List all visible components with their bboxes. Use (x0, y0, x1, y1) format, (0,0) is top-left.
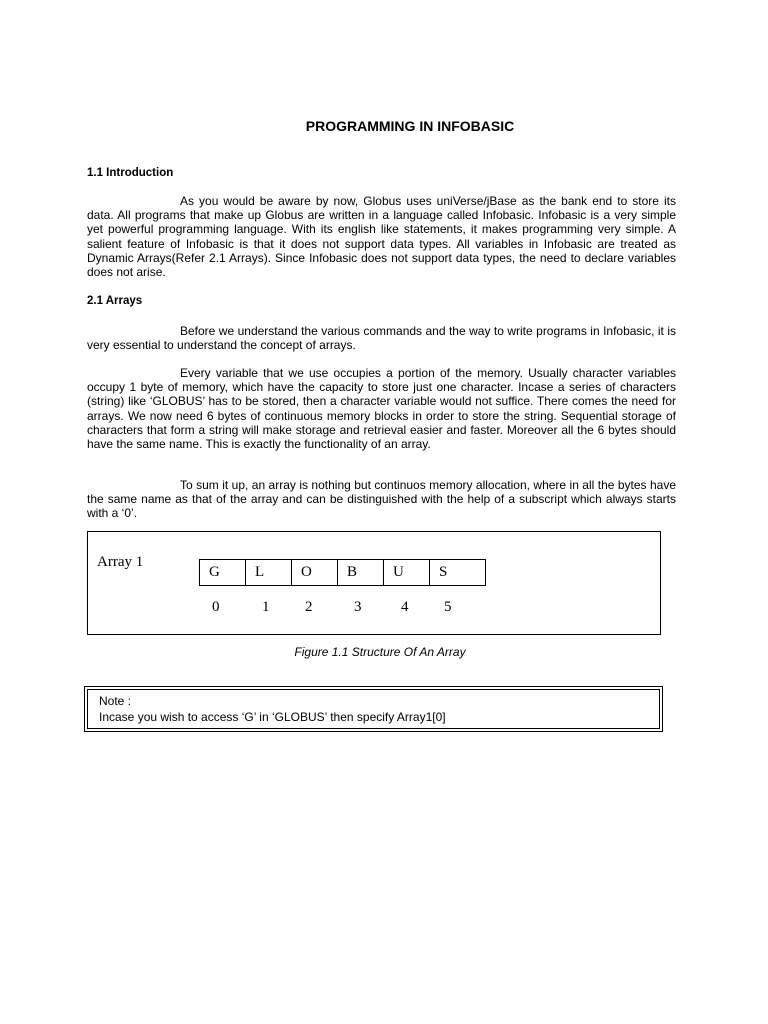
array-index: 2 (305, 599, 313, 615)
array-cell: U (384, 560, 430, 585)
array-index: 0 (212, 599, 220, 615)
section-heading-introduction: 1.1 Introduction (87, 167, 174, 179)
array-index: 3 (354, 599, 362, 615)
array-cell: G (200, 560, 246, 585)
array-label: Array 1 (97, 554, 144, 570)
note-box (84, 686, 663, 732)
arrays-paragraph-3-text: To sum it up, an array is nothing but continuos memory allocation, where in all the bytes have the same name as that of the array and can be distinguished with the help of a subscript which always starts with a ‘0’. (87, 478, 676, 521)
array-index: 4 (401, 599, 409, 615)
array-cell: B (338, 560, 384, 585)
array-cell: S (439, 564, 448, 580)
arrays-paragraph-2 (87, 366, 676, 451)
introduction-paragraph (87, 194, 676, 279)
figure-caption: Figure 1.1 Structure Of An Array (294, 645, 466, 659)
section-heading-arrays: 2.1 Arrays (87, 295, 143, 307)
arrays-paragraph-2-text: Every variable that we use occupies a portion of the memory. Usually character variables occupy 1 byte of memory, which have the capacity to store just one character. Incase a series of characters (string) like ‘GLOBUS’ has to be stored, then a character variable would not suffice. There comes the need for arrays. We now need 6 bytes of continuous memory blocks in order to store the string. Sequential storage of characters that form a string will make storage and retrieval easier and faster. Moreover all the 6 bytes should have the same name. This is exactly the functionality of an array. (87, 366, 676, 452)
array-index: 5 (444, 599, 452, 615)
arrays-paragraph-1 (87, 324, 676, 352)
note-box-inner (87, 689, 660, 729)
arrays-paragraph-1-text: Before we understand the various commands and the way to write programs in Infobasic, it is very essential to understand the concept of arrays. (87, 324, 676, 353)
array-cells (199, 559, 486, 586)
array-cell: L (246, 560, 292, 585)
array-figure (87, 531, 661, 635)
array-index: 1 (262, 599, 270, 615)
array-cell: O (292, 560, 338, 585)
note-label: Note : (99, 694, 132, 708)
note-text: Incase you wish to access ‘G’ in ‘GLOBUS’ then specify Array1[0] (99, 710, 446, 724)
page-title: PROGRAMMING IN INFOBASIC (305, 118, 515, 134)
arrays-paragraph-3 (87, 478, 676, 521)
introduction-paragraph-text: As you would be aware by now, Globus uses uniVerse/jBase as the bank end to store its data. All programs that make up Globus are written in a language called Infobasic. Infobasic is a very simple yet powerful programming language. With its english like statements, it makes programming very simple. A salient feature of Infobasic is that it does not support data types. All variables in Infobasic are treated as Dynamic Arrays(Refer 2.1 Arrays). Since Infobasic does not support data types, the need to declare variables does not arise. (87, 194, 676, 280)
